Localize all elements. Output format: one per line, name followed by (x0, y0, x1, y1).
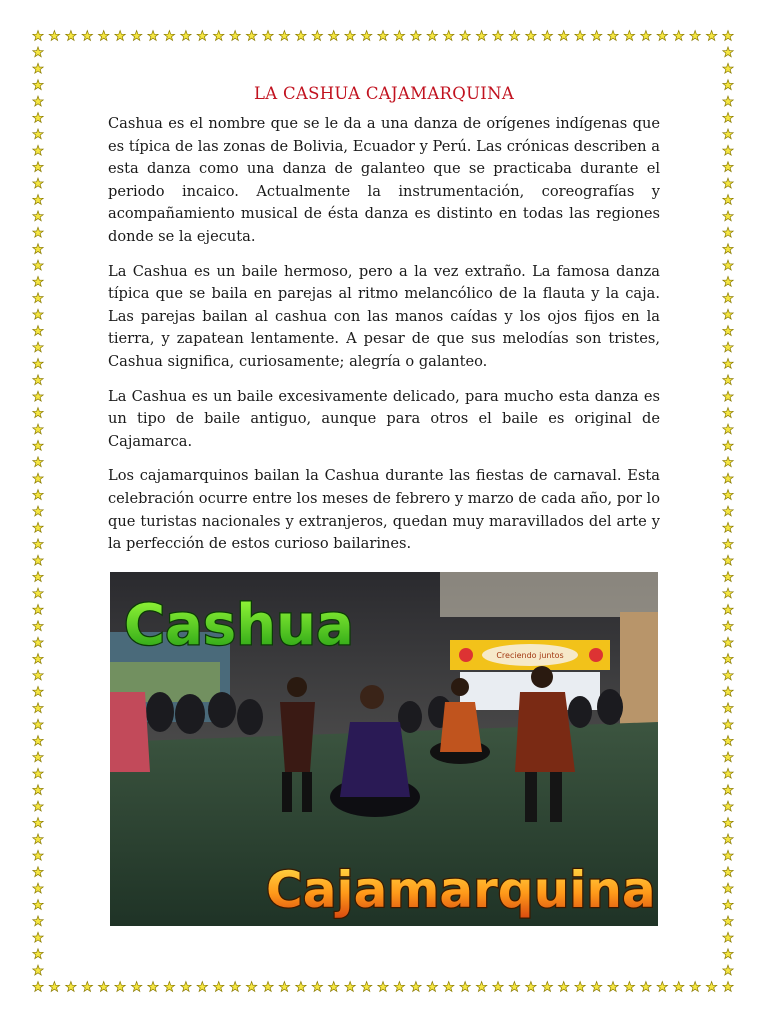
border-star-icon (723, 801, 733, 811)
border-star-icon (723, 195, 733, 205)
border-star-icon (723, 686, 733, 696)
border-star-icon (33, 113, 43, 123)
border-star-icon (723, 326, 733, 336)
border-star-icon (509, 982, 519, 992)
border-star-icon (608, 982, 618, 992)
border-star-icon (674, 982, 684, 992)
border-star-icon (33, 850, 43, 860)
border-star-icon (66, 31, 76, 41)
border-star-icon (723, 949, 733, 959)
border-star-icon (723, 588, 733, 598)
border-star-icon (33, 473, 43, 483)
border-star-icon (33, 982, 43, 992)
border-star-icon (279, 982, 289, 992)
border-star-icon (378, 31, 388, 41)
border-star-icon (674, 31, 684, 41)
border-star-icon (723, 982, 733, 992)
border-star-icon (33, 490, 43, 500)
border-star-icon (181, 31, 191, 41)
border-star-icon (723, 752, 733, 762)
border-star-icon (723, 31, 733, 41)
border-star-icon (361, 982, 371, 992)
border-star-icon (723, 555, 733, 565)
border-star-icon (723, 932, 733, 942)
border-star-icon (33, 244, 43, 254)
border-star-icon (657, 982, 667, 992)
border-star-icon (723, 473, 733, 483)
border-star-icon (99, 982, 109, 992)
border-star-icon (33, 965, 43, 975)
border-star-icon (33, 358, 43, 368)
border-star-icon (33, 621, 43, 631)
border-star-icon (723, 916, 733, 926)
border-star-icon (706, 31, 716, 41)
border-star-icon (427, 982, 437, 992)
border-star-icon (33, 867, 43, 877)
border-star-icon (33, 588, 43, 598)
border-star-icon (33, 555, 43, 565)
border-star-icon (723, 80, 733, 90)
border-star-icon (33, 654, 43, 664)
border-star-icon (33, 506, 43, 516)
border-star-icon (33, 883, 43, 893)
border-star-icon (723, 113, 733, 123)
border-star-icon (723, 965, 733, 975)
border-star-icon (164, 31, 174, 41)
border-star-icon (33, 768, 43, 778)
border-star-icon (82, 31, 92, 41)
border-star-icon (542, 31, 552, 41)
border-star-icon (723, 375, 733, 385)
border-star-icon (329, 31, 339, 41)
border-star-icon (723, 457, 733, 467)
border-star-icon (723, 276, 733, 286)
border-star-icon (33, 129, 43, 139)
border-star-icon (33, 47, 43, 57)
border-star-icon (33, 522, 43, 532)
border-star-icon (33, 145, 43, 155)
border-star-icon (33, 932, 43, 942)
border-star-icon (33, 424, 43, 434)
banner-text: Creciendo juntos (496, 651, 564, 660)
border-star-icon (690, 31, 700, 41)
border-star-icon (33, 342, 43, 352)
border-star-icon (279, 31, 289, 41)
border-star-icon (723, 63, 733, 73)
border-star-icon (624, 982, 634, 992)
banner-logo-left (459, 648, 473, 662)
border-star-icon (115, 982, 125, 992)
border-star-icon (723, 604, 733, 614)
border-star-icon (49, 982, 59, 992)
document-body (108, 84, 660, 568)
border-star-icon (460, 31, 470, 41)
border-star-icon (723, 637, 733, 647)
border-star-icon (444, 31, 454, 41)
border-star-icon (148, 982, 158, 992)
border-star-icon (723, 391, 733, 401)
border-star-icon (33, 916, 43, 926)
border-star-icon (33, 834, 43, 844)
overlay-title-cajamarquina: Cajamarquina (266, 861, 656, 919)
border-star-icon (197, 982, 207, 992)
paragraph-4: Los cajamarquinos bailan la Cashua durante las fiestas de carnaval. Esta celebración ocurre entre los meses de febrero y marzo de cada año, por lo que turistas nacionales y extranjeros, quedan muy maravillados del arte y la perfección de estos curioso bailarines. (108, 467, 660, 553)
border-star-icon (723, 506, 733, 516)
border-star-icon (559, 31, 569, 41)
border-star-icon (33, 539, 43, 549)
border-star-icon (33, 440, 43, 450)
border-star-icon (723, 424, 733, 434)
border-star-icon (723, 539, 733, 549)
border-star-icon (33, 260, 43, 270)
border-star-icon (214, 982, 224, 992)
border-star-icon (312, 31, 322, 41)
border-star-icon (723, 736, 733, 746)
border-star-icon (296, 982, 306, 992)
border-star-icon (411, 982, 421, 992)
ceiling-light (440, 572, 658, 617)
border-star-icon (723, 850, 733, 860)
border-star-icon (509, 31, 519, 41)
border-star-icon (526, 982, 536, 992)
border-star-icon (33, 178, 43, 188)
border-star-icon (411, 31, 421, 41)
border-star-icon (723, 522, 733, 532)
border-star-icon (33, 686, 43, 696)
border-star-icon (493, 31, 503, 41)
border-star-icon (723, 211, 733, 221)
border-star-icon (723, 572, 733, 582)
border-star-icon (148, 31, 158, 41)
border-star-icon (723, 408, 733, 418)
border-star-icon (361, 31, 371, 41)
border-star-icon (723, 440, 733, 450)
border-star-icon (246, 982, 256, 992)
border-star-icon (115, 31, 125, 41)
border-star-icon (33, 949, 43, 959)
border-star-icon (723, 785, 733, 795)
border-star-icon (33, 96, 43, 106)
document-title: LA CASHUA CAJAMARQUINA (253, 84, 515, 103)
paragraph-1: Cashua es el nombre que se le da a una danza de orígenes indígenas que es típica de las zonas de Bolivia, Ecuador y Perú. Las crónicas describen a esta danza como una danza de galanteo que se practicaba durante el periodo incaico. Actualmente la instrumentación, coreografías y acompañamiento musical de ésta danza es distinto en todas las regiones donde se la ejecuta. (108, 115, 660, 245)
border-star-icon (33, 457, 43, 467)
border-star-icon (641, 31, 651, 41)
border-star-icon (378, 982, 388, 992)
border-star-icon (263, 31, 273, 41)
border-star-icon (214, 31, 224, 41)
border-star-icon (493, 982, 503, 992)
border-star-icon (49, 31, 59, 41)
border-star-icon (723, 227, 733, 237)
border-star-icon (82, 982, 92, 992)
border-star-icon (33, 752, 43, 762)
border-star-icon (312, 982, 322, 992)
border-star-icon (263, 982, 273, 992)
border-star-icon (723, 490, 733, 500)
border-star-icon (33, 572, 43, 582)
border-star-icon (246, 31, 256, 41)
border-star-icon (723, 178, 733, 188)
border-star-icon (723, 145, 733, 155)
overlay-title-cashua: Cashua (124, 593, 354, 658)
border-star-icon (33, 31, 43, 41)
border-star-icon (706, 982, 716, 992)
border-star-icon (33, 736, 43, 746)
border-star-icon (345, 31, 355, 41)
border-star-icon (460, 982, 470, 992)
border-star-icon (575, 982, 585, 992)
border-star-icon (33, 211, 43, 221)
border-star-icon (33, 375, 43, 385)
border-star-icon (723, 309, 733, 319)
border-star-icon (723, 244, 733, 254)
border-star-icon (444, 982, 454, 992)
border-star-icon (66, 982, 76, 992)
cashua-dance-photo (110, 572, 658, 926)
border-star-icon (723, 96, 733, 106)
border-star-icon (723, 883, 733, 893)
border-star-icon (131, 31, 141, 41)
border-star-icon (723, 129, 733, 139)
border-star-icon (723, 818, 733, 828)
border-star-icon (329, 982, 339, 992)
border-star-icon (33, 703, 43, 713)
border-star-icon (33, 719, 43, 729)
border-star-icon (33, 801, 43, 811)
border-star-icon (33, 637, 43, 647)
border-star-icon (526, 31, 536, 41)
border-star-icon (723, 719, 733, 729)
border-star-icon (33, 80, 43, 90)
border-star-icon (230, 31, 240, 41)
border-star-icon (723, 47, 733, 57)
border-star-icon (181, 982, 191, 992)
border-star-icon (197, 31, 207, 41)
border-star-icon (33, 670, 43, 680)
border-star-icon (723, 867, 733, 877)
border-star-icon (723, 621, 733, 631)
border-star-icon (33, 195, 43, 205)
border-star-icon (723, 670, 733, 680)
paragraph-3: La Cashua es un baile excesivamente delicado, para mucho esta danza es un tipo de baile antiguo, aunque para otros el baile es original de Cajamarca. (108, 387, 660, 450)
border-star-icon (33, 900, 43, 910)
border-star-icon (33, 227, 43, 237)
border-star-icon (33, 293, 43, 303)
border-star-icon (723, 703, 733, 713)
border-star-icon (345, 982, 355, 992)
border-star-icon (33, 604, 43, 614)
border-star-icon (99, 31, 109, 41)
border-star-icon (296, 31, 306, 41)
paragraph-2: La Cashua es un baile hermoso, pero a la vez extraño. La famosa danza típica que se baila en parejas al ritmo melancólico de la flauta y la caja. Las parejas bailan al cashua con las manos caídas y los ojos fijos en la tierra, y zapatean lentamente. A pesar de que sus melodías son tristes, Cashua significa, curiosamente; alegría o galanteo. (108, 262, 660, 370)
border-star-icon (575, 31, 585, 41)
border-star-icon (394, 31, 404, 41)
border-star-icon (559, 982, 569, 992)
border-star-icon (33, 309, 43, 319)
border-star-icon (723, 358, 733, 368)
border-star-icon (723, 834, 733, 844)
border-star-icon (657, 31, 667, 41)
banner-logo-right (589, 648, 603, 662)
border-star-icon (33, 63, 43, 73)
border-star-icon (723, 768, 733, 778)
border-star-icon (33, 326, 43, 336)
border-star-icon (33, 162, 43, 172)
border-star-icon (476, 982, 486, 992)
border-star-icon (33, 408, 43, 418)
border-star-icon (230, 982, 240, 992)
border-star-icon (723, 293, 733, 303)
border-star-icon (476, 31, 486, 41)
border-star-icon (427, 31, 437, 41)
border-star-icon (394, 982, 404, 992)
border-star-icon (33, 818, 43, 828)
border-star-icon (33, 391, 43, 401)
border-star-icon (723, 654, 733, 664)
border-star-icon (542, 982, 552, 992)
border-star-icon (690, 982, 700, 992)
border-star-icon (591, 31, 601, 41)
border-star-icon (131, 982, 141, 992)
border-star-icon (591, 982, 601, 992)
border-star-icon (608, 31, 618, 41)
border-star-icon (723, 260, 733, 270)
border-star-icon (33, 276, 43, 286)
border-star-icon (33, 785, 43, 795)
border-star-icon (723, 162, 733, 172)
border-star-icon (164, 982, 174, 992)
border-star-icon (723, 342, 733, 352)
border-star-icon (641, 982, 651, 992)
border-star-icon (723, 900, 733, 910)
border-star-icon (624, 31, 634, 41)
